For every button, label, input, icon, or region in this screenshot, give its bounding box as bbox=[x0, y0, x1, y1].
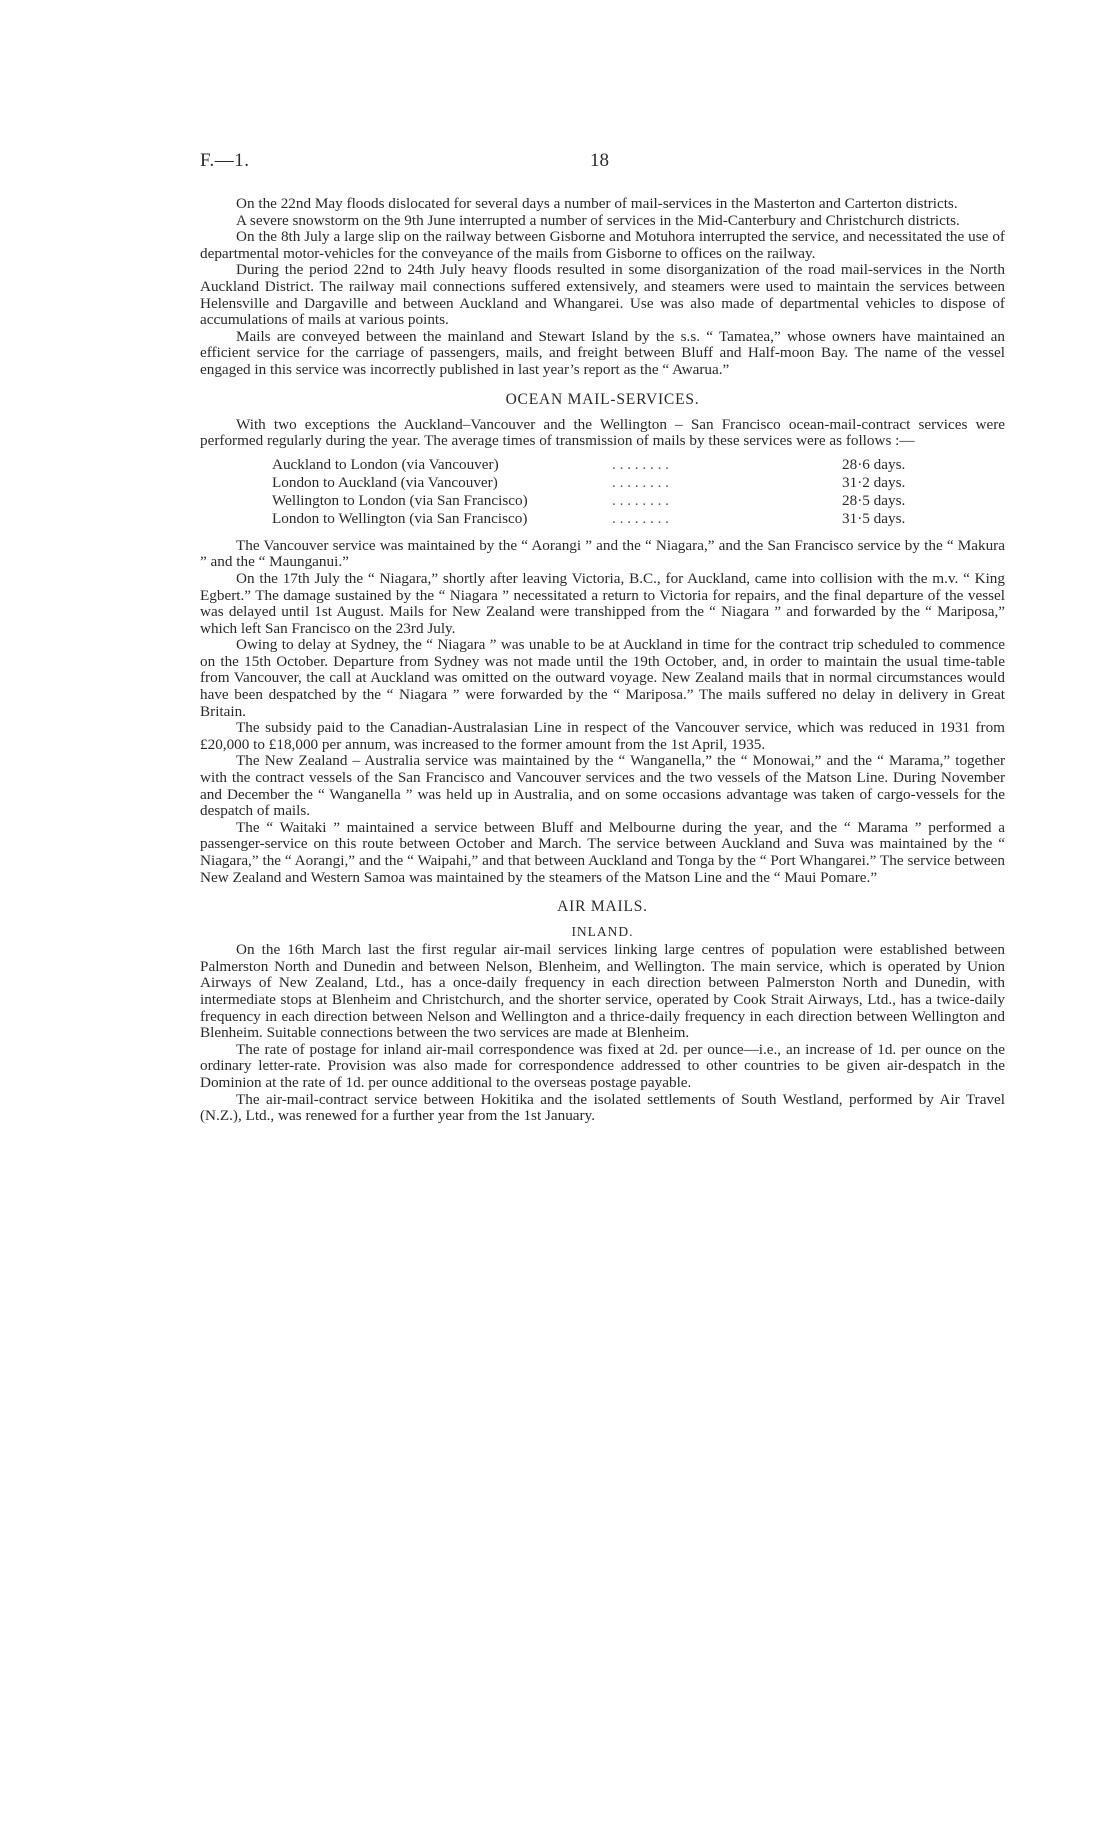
dot-leader: . . . . . . . . bbox=[612, 509, 669, 527]
paragraph-waitaki-service: The “ Waitaki ” maintained a service between Bluff and Melbourne during the year, and the “ Marama ” performed a passenger-service on this route between October and March. The service between Auckland and Suva was maintained by the “ Niagara,” the “ Aorangi,” and the “ Waipahi,” and that between Auckland and Tonga by the “ Port Whangarei.” The service between New Zealand and Western Samoa was maintained by the steamers of the Matson Line and the “ Maui Pomare.” bbox=[200, 818, 1005, 886]
paragraph-north-auckland-floods: During the period 22nd to 24th July heavy floods resulted in some disorganization of the road mail-services in the North Auckland District. The railway mail connections suffered extensively, and steamers were used to maintain the services between Helensville and Dargaville and between Auckland and Whangarei. Use was also made of departmental vehicles to dispose of accumulations of mails at various points. bbox=[200, 261, 1005, 329]
section-heading-air-mails: AIR MAILS. bbox=[557, 898, 648, 916]
dot-leader: . . . . . . . . bbox=[612, 491, 669, 509]
paragraph-snowstorm: A severe snowstorm on the 9th June interrupted a number of services in the Mid-Canterbury and Christchurch districts. bbox=[236, 211, 960, 229]
transmission-time-row bbox=[272, 474, 932, 492]
paragraph-nz-australia-service: The New Zealand – Australia service was maintained by the “ Wanganella,” the “ Monowai,” and the “ Marama,” together with the contract vessels of the San Francisco and Vancouver services and the two vessels of the Matson Line. During November and December the “ Wanganella ” was held up in Australia, and on some occasions advantage was taken of cargo-vessels for the despatch of mails. bbox=[200, 752, 1005, 820]
route-days: 31·2 days. bbox=[842, 473, 906, 491]
transmission-time-row bbox=[272, 456, 932, 474]
route-label: London to Wellington (via San Francisco) bbox=[272, 509, 528, 527]
transmission-time-row bbox=[272, 510, 932, 528]
paragraph-ocean-intro: With two exceptions the Auckland–Vancouver and the Wellington – San Francisco ocean-mail-contract services were performed regularly during the year. The average times of transmission of mails by these services were as follows :— bbox=[200, 415, 1005, 450]
route-days: 28·5 days. bbox=[842, 491, 906, 509]
document-code: F.—1. bbox=[200, 150, 250, 171]
dot-leader: . . . . . . . . bbox=[612, 455, 669, 473]
paragraph-air-services-established: On the 16th March last the first regular air-mail services linking large centres of population were established between Palmerston North and Dunedin and between Nelson, Blenheim, and Wellington. The main service, which is operated by Union Airways of New Zealand, Ltd., has a once-daily frequency in each direction between Palmerston North and Dunedin, with intermediate stops at Blenheim and Christchurch, and the shorter service, operated by Cook Strait Airways, Ltd., has a twice-daily frequency in each direction between Nelson and Wellington and a thrice-daily frequency in each direction between Wellington and Blenheim. Suitable connections between the two services are made at Blenheim. bbox=[200, 941, 1005, 1042]
page-number: 18 bbox=[590, 150, 609, 171]
page-header bbox=[200, 150, 1005, 180]
route-label: London to Auckland (via Vancouver) bbox=[272, 473, 498, 491]
paragraph-sydney-delay: Owing to delay at Sydney, the “ Niagara ” was unable to be at Auckland in time for the contract trip scheduled to commence on the 15th October. Departure from Sydney was not made until the 19th October, and, in order to maintain the usual time-table from Vancouver, the call at Auckland was omitted on the outward voyage. New Zealand mails that in normal circumstances would have been despatched by the “ Niagara ” were forwarded by the “ Mariposa.” The mails suffered no delay in delivery in Great Britain. bbox=[200, 636, 1005, 720]
route-label: Auckland to London (via Vancouver) bbox=[272, 455, 499, 473]
paragraph-niagara-collision: On the 17th July the “ Niagara,” shortly after leaving Victoria, B.C., for Auckland, came into collision with the m.v. “ King Egbert.” The damage sustained by the “ Niagara ” necessitated a return to Victoria for repairs, and the final departure of the vessel was delayed until 1st August. Mails for New Zealand were transhipped from the “ Niagara ” and forwarded by the “ Mariposa,” which left San Francisco on the 23rd July. bbox=[200, 569, 1005, 637]
paragraph-vancouver-service: The Vancouver service was maintained by the “ Aorangi ” and the “ Niagara,” and the San Francisco service by the “ Makura ” and the “ Maunganui.” bbox=[200, 536, 1005, 571]
route-days: 28·6 days. bbox=[842, 455, 906, 473]
route-days: 31·5 days. bbox=[842, 509, 906, 527]
subsection-heading-inland: INLAND. bbox=[571, 924, 634, 940]
transmission-time-row bbox=[272, 492, 932, 510]
transmission-times-table bbox=[272, 456, 932, 528]
dot-leader: . . . . . . . . bbox=[612, 473, 669, 491]
paragraph-floods-masterton: On the 22nd May floods dislocated for several days a number of mail-services in the Masterton and Carterton districts. bbox=[236, 195, 958, 212]
paragraph-stewart-island: Mails are conveyed between the mainland and Stewart Island by the s.s. “ Tamatea,” whose owners have maintained an efficient service for the carriage of passengers, mails, and freight between Bluff and Half-moon Bay. The name of the vessel engaged in this service was incorrectly published in last year’s report as the “ Awarua.” bbox=[200, 327, 1005, 378]
route-label: Wellington to London (via San Francisco) bbox=[272, 491, 528, 509]
body-text bbox=[200, 196, 1005, 1125]
paragraph-hokitika-contract: The air-mail-contract service between Hokitika and the isolated settlements of South Westland, performed by Air Travel (N.Z.), Ltd., was renewed for a further year from the 1st January. bbox=[200, 1090, 1005, 1125]
paragraph-subsidy: The subsidy paid to the Canadian-Australasian Line in respect of the Vancouver service, which was reduced in 1931 from £20,000 to £18,000 per annum, was increased to the former amount from the 1st April, 1935. bbox=[200, 719, 1005, 753]
paragraph-air-postage-rate: The rate of postage for inland air-mail correspondence was fixed at 2d. per ounce—i.e., an increase of 1d. per ounce on the ordinary letter-rate. Provision was also made for correspondence addressed to other countries to be given air-despatch in the Dominion at the rate of 1d. per ounce additional to the overseas postage payable. bbox=[200, 1040, 1005, 1091]
paragraph-railway-slip: On the 8th July a large slip on the railway between Gisborne and Motuhora interrupted the service, and necessitated the use of departmental motor-vehicles for the conveyance of the mails from Gisborne to offices on the railway. bbox=[200, 228, 1005, 262]
section-heading-ocean-mail: OCEAN MAIL-SERVICES. bbox=[505, 390, 700, 408]
